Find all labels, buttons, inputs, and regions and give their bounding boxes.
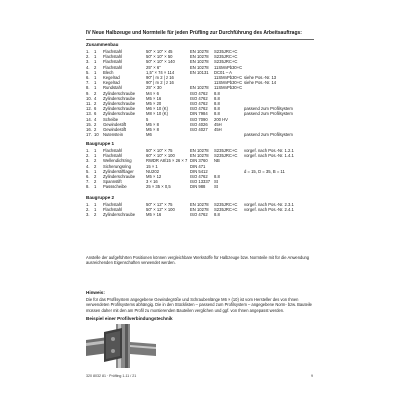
cell-dim: M5 × 12	[146, 174, 162, 180]
cell-pos: 17.	[86, 132, 92, 138]
cell-norm: ISO 13337	[190, 179, 211, 185]
cell-pos: 1.	[86, 148, 90, 153]
section-title-zusammenbau: Zusammenbau	[86, 42, 119, 47]
cell-name: Zylinderschraube	[103, 90, 136, 96]
cell-qty: 2	[94, 174, 97, 180]
cell-mat: St	[214, 184, 218, 190]
cell-name: Flachstahl	[103, 64, 123, 70]
cell-name: Blech	[103, 69, 114, 75]
cell-mat: St	[214, 179, 218, 185]
cell-dim: M4 × 6	[146, 90, 159, 96]
cell-norm: EN 10131	[190, 69, 209, 75]
cell-dim: 5	[146, 116, 149, 122]
cell-qty: 2	[94, 64, 97, 70]
cell-name: Scheibe	[103, 116, 119, 122]
cell-mat: 8.8	[214, 111, 220, 117]
cell-norm: DIN 471	[190, 163, 206, 169]
cell-norm: EN 10278	[190, 64, 209, 70]
cell-dim: 25" × 6"	[146, 64, 161, 70]
cell-name: Flachstahl	[103, 49, 123, 54]
table-row	[86, 111, 326, 116]
table-row	[86, 184, 326, 189]
profile-connection-illustration	[86, 322, 158, 370]
example-title: Beispiel einer Profilverbindungstechnik	[86, 316, 173, 321]
hint-title: Hinweis:	[86, 290, 105, 295]
cell-mat: 8.8	[214, 106, 220, 112]
hint-paragraph: Die für das Profilsystem angegebene Gewindegröße und Schraubenlänge M6 × (10) ist vom Hersteller des von Ihnen verwendeten Profilsystems abhängig. Die in den Stücklisten – passend zum Profilsystem – angegebene Norm- bzw. Bauteile müssen daher mit den am Profil zu montierenden Bauteilen verglichen und ggf. von Ihnen angepasst werden.	[86, 297, 312, 313]
cell-note: siehe Pos.-Nr. 13	[244, 75, 277, 81]
cell-note: vorgef. nach Pos.-Nr. 1.4.1	[244, 153, 294, 159]
cell-mat: 11SMnPb30+C	[214, 80, 243, 86]
cell-pos: 8.	[86, 85, 90, 91]
cell-qty: 6	[94, 111, 97, 117]
cell-pos: 6.	[86, 174, 90, 180]
cell-name: Zylinderschraube	[103, 101, 136, 107]
cell-qty: 2	[94, 101, 97, 107]
cell-dim: 90" | m 2 | z 16	[146, 80, 174, 86]
cell-pos: 10.	[86, 95, 92, 101]
cell-mat: S235JRC+C	[214, 54, 238, 60]
cell-pos: 1.	[86, 202, 90, 207]
cell-mat: S235JRC+C	[214, 59, 238, 65]
cell-pos: 4.	[86, 64, 90, 70]
cell-norm: ISO 4762	[190, 90, 208, 96]
cell-name: Zylinderschraube	[103, 212, 136, 218]
page-number: 9	[311, 374, 313, 378]
cell-norm	[190, 132, 214, 137]
cell-norm: EN 10278	[190, 49, 209, 54]
cell-name: Kegelrad	[103, 75, 120, 81]
cell-pos: 2.	[86, 207, 90, 213]
footer-document-id: 320 8032 81 · Prüfling 1-11 / 21	[86, 374, 137, 378]
cell-dim: 50" × 10" × 75	[146, 148, 173, 153]
cell-mat: 11SMnPb30+C	[214, 64, 243, 70]
cell-name: Flachstahl	[103, 153, 123, 159]
cell-note: passend zum Profilsystem	[244, 132, 293, 138]
cell-note	[244, 212, 326, 217]
cell-norm: EN 10278	[190, 59, 209, 65]
cell-dim: 90" | m 2 | z 16	[146, 75, 174, 81]
cell-name: Flachstahl	[103, 202, 123, 207]
cell-mat: DC01 – A	[214, 69, 232, 75]
cell-dim: 25 × 35 × 0,5	[146, 184, 171, 190]
cell-dim: M6	[146, 132, 152, 138]
cell-name: Rundstahl	[103, 85, 122, 91]
material-note-paragraph: Anstelle der aufgeführten Positionen können vergleichbare Werkstoffe für Halbzeuge bzw. Normteile mit für die Anwendung ausreichenden Eigenschaften verwendet werden.	[86, 255, 310, 266]
cell-note: d = 15, D = 35, B = 11	[244, 168, 285, 174]
cell-mat: 45H	[214, 127, 222, 133]
cell-pos: 7.	[86, 80, 90, 86]
cell-dim: 50" × 12" × 75	[146, 202, 173, 207]
cell-note: siehe Pos.-Nr. 14	[244, 80, 277, 86]
cell-dim: M5 × 16	[146, 212, 162, 218]
cell-norm: ISO 4762	[190, 174, 208, 180]
cell-note	[244, 184, 326, 189]
cell-pos: 8.	[86, 184, 90, 190]
cell-mat: S235JRC+C	[214, 49, 238, 54]
cell-qty: 4	[94, 95, 97, 101]
cell-name: Flachstahl	[103, 59, 123, 65]
cell-pos: 15.	[86, 121, 92, 127]
cell-name: Nutenstein	[103, 132, 124, 138]
cell-note: vorgef. nach Pos.-Nr. 2.3.1	[244, 202, 294, 207]
cell-norm: DIN 5412	[190, 168, 208, 174]
cell-dim: 50" × 10" × 140	[146, 59, 175, 65]
cell-qty: 2	[94, 179, 97, 185]
cell-name: Gewindestift	[103, 127, 127, 133]
cell-mat: 8.8	[214, 212, 220, 218]
cell-name: Kegelrad	[103, 80, 120, 86]
screw-head	[111, 337, 115, 341]
screw-head	[111, 349, 115, 353]
cell-name: Passscheibe	[103, 184, 127, 190]
cell-dim: 25" × 30	[146, 85, 162, 91]
cell-norm: EN 10278	[190, 153, 209, 159]
cell-norm: ISO 4762	[190, 106, 208, 112]
cell-mat: 200 HV	[214, 116, 228, 122]
cell-mat: 8.8	[214, 174, 220, 180]
page-heading: IV Neue Halbzeuge und Normteile für jeden Prüfling zur Durchführung des Arbeitsauftrags:	[86, 30, 302, 36]
cell-pos: 9.	[86, 90, 90, 96]
cell-name: Flachstahl	[103, 207, 123, 213]
cell-norm: EN 10278	[190, 54, 209, 60]
cell-norm: EN 10278	[190, 207, 209, 213]
cell-pos: 4.	[86, 163, 90, 169]
cell-name: Sicherungsring	[103, 163, 131, 169]
cell-qty: 1	[94, 49, 97, 54]
table-row	[86, 132, 326, 137]
cell-mat: 8.8	[214, 101, 220, 107]
table-row	[86, 212, 326, 217]
connection-bracket-face	[106, 331, 120, 359]
cell-qty: 10	[94, 132, 99, 138]
side-profile	[130, 342, 156, 356]
cell-norm: DIN 988	[190, 184, 206, 190]
cell-note: vorgef. nach Pos.-Nr. 2.4.1	[244, 207, 294, 213]
cell-mat: S235JRC+C	[214, 207, 238, 213]
cell-qty: 2	[94, 158, 97, 164]
cell-qty: 1	[94, 85, 97, 91]
cell-qty: 1	[94, 184, 97, 190]
cell-qty: 2	[94, 212, 97, 218]
cell-note: vorgef. nach Pos.-Nr. 1.2.1	[244, 148, 294, 153]
cell-dim: 50" × 10" × 45	[146, 49, 173, 54]
cell-qty: 4	[94, 116, 97, 122]
cell-name: Flachstahl	[103, 54, 123, 60]
cell-pos: 12.	[86, 106, 92, 112]
cell-mat: 11SMnPb30+C	[214, 85, 243, 91]
cell-dim: 60" × 10" × 100	[146, 153, 175, 159]
cell-mat: 8.8	[214, 90, 220, 96]
cell-dim: M8 × 10 (K)	[146, 111, 168, 117]
cell-dim: RWDR A8/15 × 26 × 7	[146, 158, 188, 164]
cell-dim: 1,5" × 74 × 114	[146, 69, 175, 75]
cell-note: passend zum Profilsystem	[244, 111, 293, 117]
cell-dim: M6 × 10 (K)	[146, 106, 168, 112]
cell-norm: ISO 4762	[190, 95, 208, 101]
cell-qty: 2	[94, 90, 97, 96]
cell-pos: 2.	[86, 54, 90, 60]
cell-norm: ISO 4762	[190, 212, 208, 218]
cell-qty: 1	[94, 54, 97, 60]
cell-qty: 1	[94, 202, 97, 207]
cell-dim: 50" × 10" × 50	[146, 54, 173, 60]
cell-qty: 1	[94, 153, 97, 159]
cell-name: Zylinderschraube	[103, 95, 136, 101]
cell-pos: 5.	[86, 69, 90, 75]
cell-norm: ISO 4026	[190, 121, 208, 127]
cell-mat: S235JRC+C	[214, 202, 238, 207]
cell-norm: EN 10278	[190, 202, 209, 207]
cell-norm: ISO 4762	[190, 101, 208, 107]
section-title-baugruppe-2: Baugruppe 2	[86, 195, 115, 200]
cell-pos: 2.	[86, 153, 90, 159]
cell-norm: DIN 3760	[190, 158, 208, 164]
cell-mat: S235JRC+C	[214, 148, 238, 153]
cell-qty: 2	[94, 121, 97, 127]
cell-qty: 1	[94, 148, 97, 153]
cell-qty: 2	[94, 163, 97, 169]
cell-mat: 8.8	[214, 95, 220, 101]
cell-qty: 1	[94, 80, 97, 86]
cell-dim: 15 × 1	[146, 163, 158, 169]
cell-dim: M5 × 8	[146, 127, 159, 133]
cell-qty: 1	[94, 69, 97, 75]
cell-norm: EN 10278	[190, 148, 209, 153]
cell-dim: M5 × 16	[146, 95, 162, 101]
cell-qty: 6	[94, 106, 97, 112]
cell-mat	[214, 132, 244, 137]
parts-table-baugruppe-1	[86, 148, 326, 190]
section-title-baugruppe-1: Baugruppe 1	[86, 141, 115, 146]
cell-name: Zylinderschraube	[103, 174, 136, 180]
cell-dim: 50" × 12" × 100	[146, 207, 175, 213]
cell-qty: 1	[94, 168, 97, 174]
cell-pos: 3.	[86, 59, 90, 65]
cell-pos: 14.	[86, 116, 92, 122]
cell-dim: 3 × 16	[146, 179, 158, 185]
cell-dim: M5 × 20	[146, 101, 162, 107]
cell-norm: EN 10278	[190, 85, 209, 91]
cell-pos: 3.	[86, 158, 90, 164]
cell-dim: M5 × 8	[146, 121, 159, 127]
cell-norm: DIN 7984	[190, 111, 208, 117]
cell-pos: 3.	[86, 212, 90, 218]
cell-norm: ISO 4027	[190, 127, 208, 133]
parts-table-baugruppe-2	[86, 202, 326, 218]
cell-norm: ISO 7090	[190, 116, 208, 122]
cell-name: Spannstift	[103, 179, 122, 185]
cell-pos: 13.	[86, 111, 92, 117]
cell-qty: 1	[94, 207, 97, 213]
cell-name: Flachstahl	[103, 148, 123, 153]
vertical-profile-shadow	[125, 324, 128, 368]
cell-mat: 45H	[214, 121, 222, 127]
cell-name: Zylinderschraube	[103, 111, 136, 117]
cell-pos: 5.	[86, 168, 90, 174]
cell-qty: 1	[94, 59, 97, 65]
cell-pos: 1.	[86, 49, 90, 54]
cell-name: Zylinderschraube	[103, 106, 136, 112]
cell-qty: 2	[94, 127, 97, 133]
cell-name: Gewindestift	[103, 121, 127, 127]
cell-mat: NB	[214, 158, 220, 164]
cell-name: Zylinderstiftlager	[103, 168, 134, 174]
cell-mat: S235JRC+C	[214, 153, 238, 159]
cell-pos: 6.	[86, 75, 90, 81]
heading-rule	[86, 39, 314, 40]
cell-name: Wellendichtring	[103, 158, 132, 164]
cell-dim: NU202	[146, 168, 160, 174]
cell-note: passend zum Profilsystem	[244, 106, 293, 112]
parts-table-zusammenbau	[86, 49, 326, 137]
cell-pos: 7.	[86, 179, 90, 185]
cell-mat: 11SMnPb30+C	[214, 75, 243, 81]
cell-pos: 16.	[86, 127, 92, 133]
cell-qty: 1	[94, 75, 97, 81]
cell-pos: 11.	[86, 101, 92, 107]
